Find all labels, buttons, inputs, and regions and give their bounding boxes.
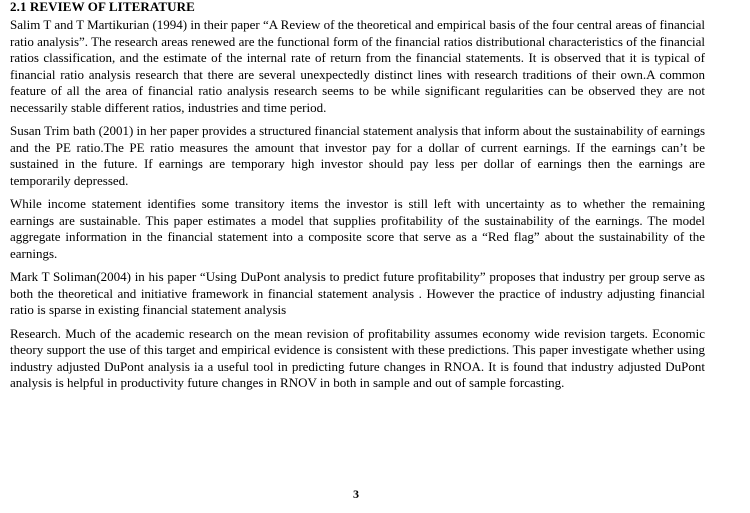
- paragraph-research: Research. Much of the academic research on the mean revision of profitability assumes economy wide revision targets. Economic theory support the use of this target and empirical evidence is consistent with these predictions. This paper investigate whether using industry adjusted DuPont analysis ia a useful tool in predicting future changes in RNOA. It is found that industry adjusted DuPont analysis is helpful in productivity future changes in RNOV in both in sample and out of sample forcasting.: [10, 325, 705, 390]
- paragraph-trimbath: Susan Trim bath (2001) in her paper provides a structured financial statement analysis that inform about the sustainability of earnings and the PE ratio.The PE ratio measures the amount that investor pay for a dollar of current earnings. If the earnings can’t be sustained in the future. If earnings are temporary high investor should pay less per dollar of earnings then the earnings are temporarily depressed.: [10, 123, 705, 188]
- paragraph-soliman: Mark T Soliman(2004) in his paper “Using DuPont analysis to predict future profitability” proposes that industry per group serve as both the theoretical and initiative framework in financial statement analysis . However the practice of industry adjusting financial ratio is sparse in existing financial statement analysis: [10, 269, 705, 317]
- paragraph-income-statement: While income statement identifies some transitory items the investor is still left with uncertainty as to whether the remaining earnings are sustainable. This paper estimates a model that supplies profitability of the sustainability of the earnings. The model aggregate information in the financial statement into a composite score that serve as a “Red flag” about the sustainability of the earnings.: [10, 196, 705, 261]
- document-page: [10, 0, 705, 399]
- paragraph-martikurian: Salim T and T Martikurian (1994) in their paper “A Review of the theoretical and empirical basis of the four central areas of financial ratio analysis”. The research areas renewed are the functional form of the financial ratios distributional characteristics of the financial ratios classification, and the estimate of the internal rate of return from the financial statements. It is observed that it is typical of financial ratio analysis research that there are several unexpectedly distinct lines with research traditions of their own.A common feature of all the area of financial ratio analysis research seems to be while significant regularities can be observed they are not necessarily stable different ratios, industries and time period.: [10, 17, 705, 115]
- page-number: 3: [353, 487, 359, 501]
- section-heading: 2.1 REVIEW OF LITERATURE: [10, 0, 195, 14]
